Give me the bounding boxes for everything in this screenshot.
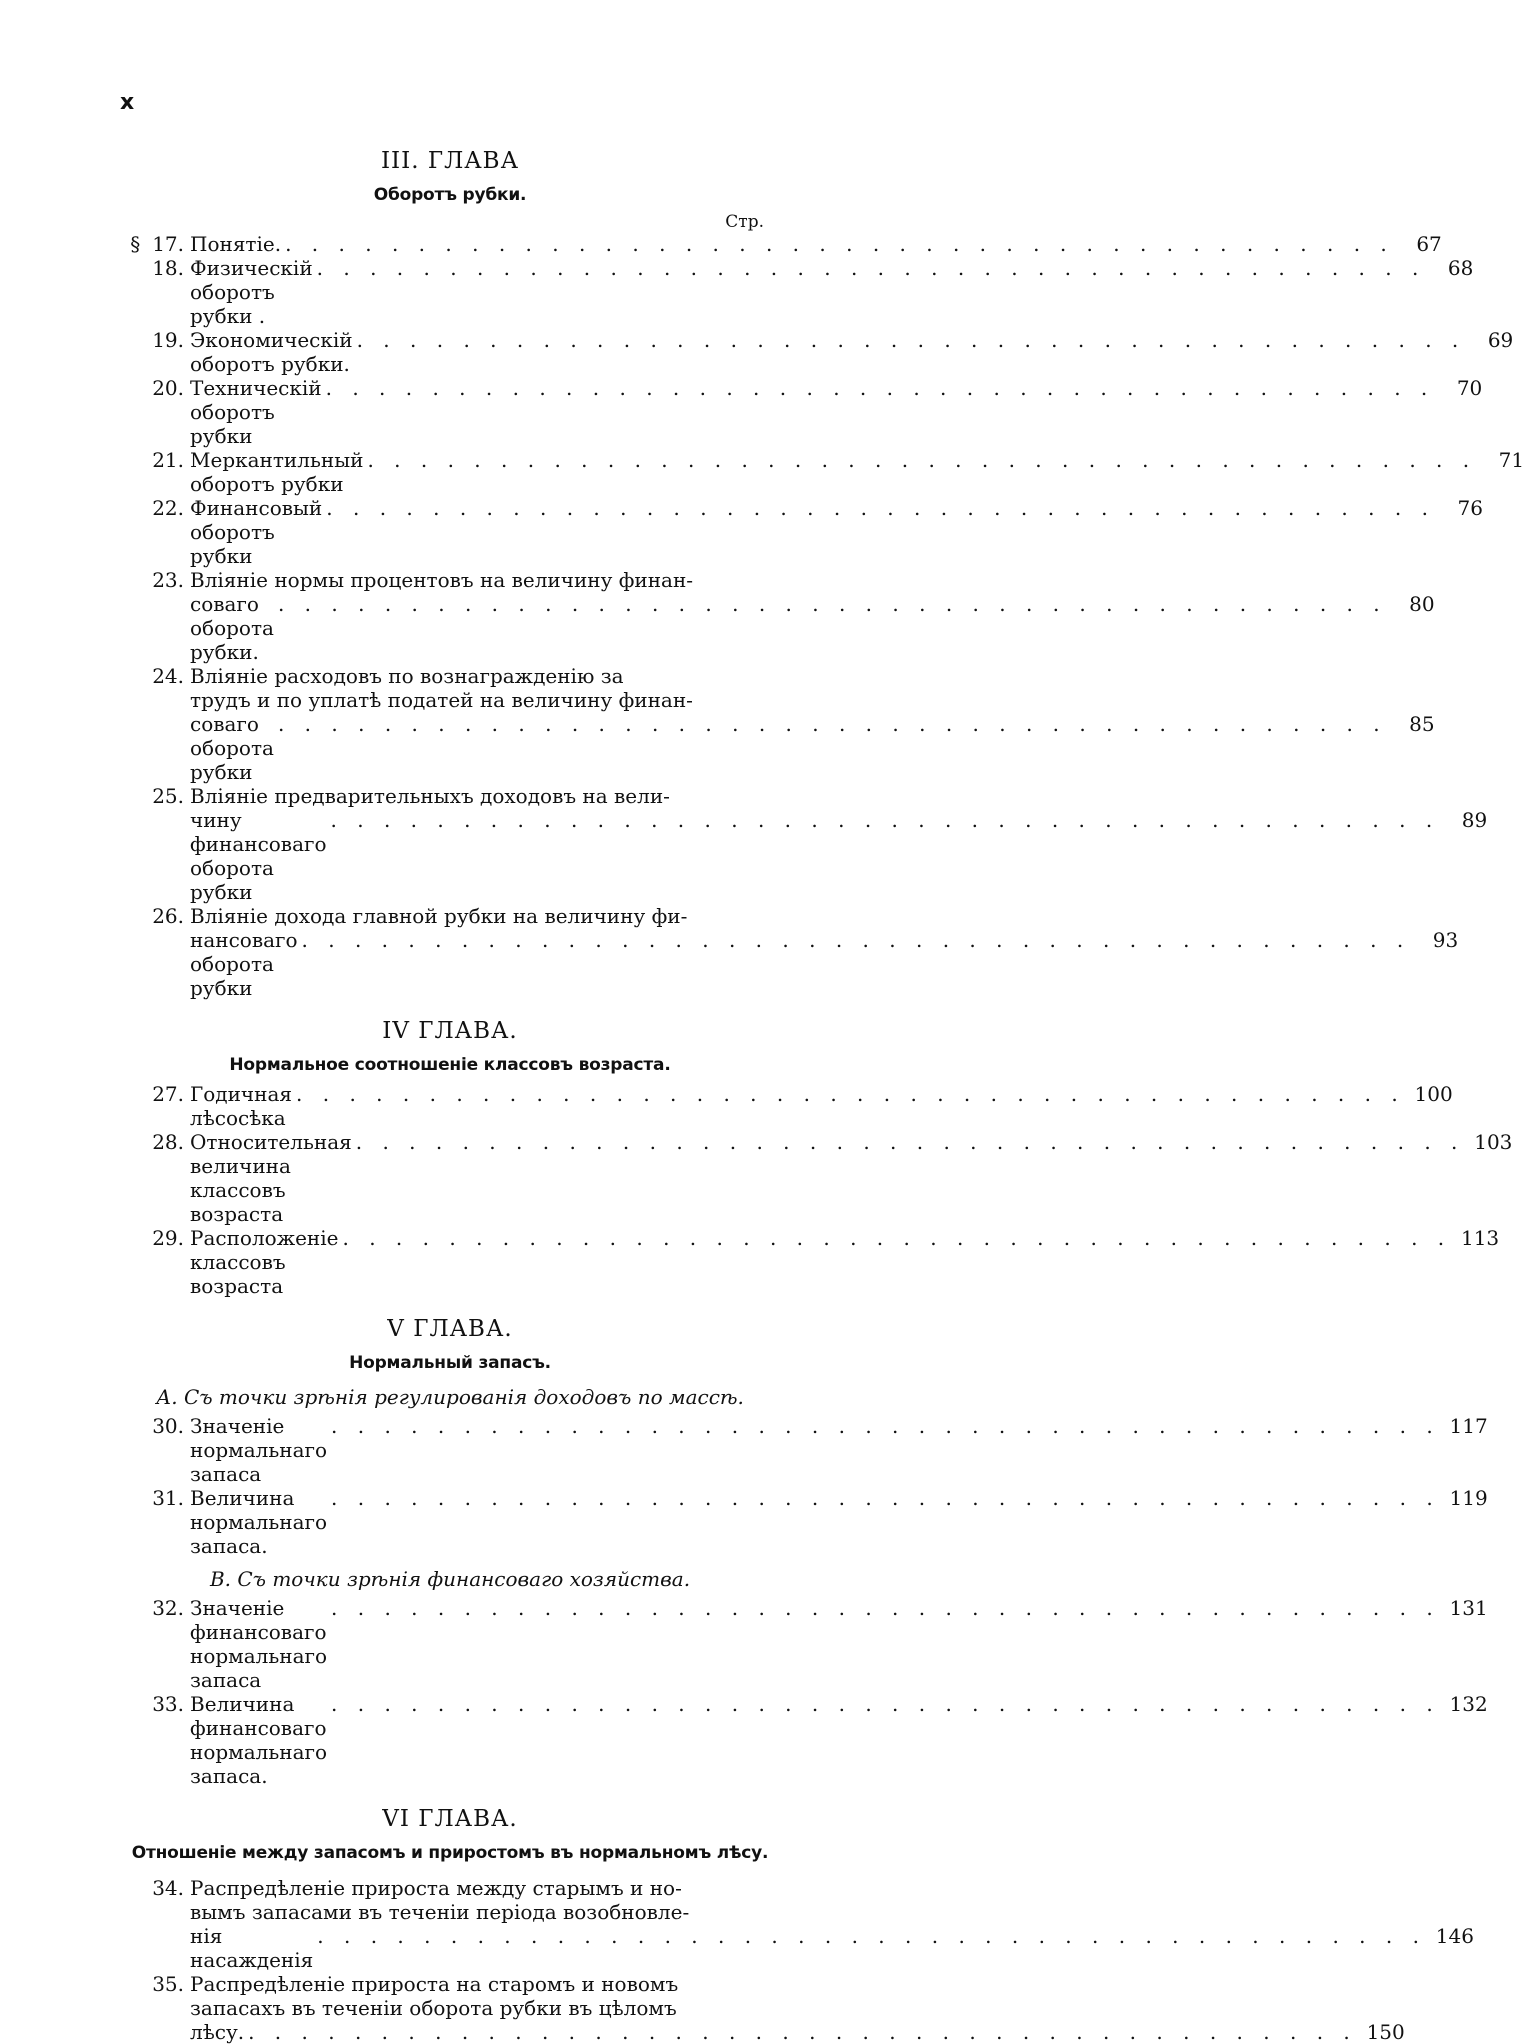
dot-leader xyxy=(356,1130,1465,1154)
section-number xyxy=(130,328,190,376)
page-number: 100 xyxy=(1414,1082,1453,1106)
entry-text: Расположеніе классовъ возраста xyxy=(190,1226,339,1298)
dot-leader xyxy=(278,592,1387,616)
chapter-heading: III. ГЛАВА xyxy=(380,148,520,174)
entry-text: Экономическій оборотъ рубки. xyxy=(190,328,353,376)
page-number: 113 xyxy=(1460,1226,1500,1250)
page-column-label: Стр. xyxy=(725,212,764,232)
section-number-text: 19. xyxy=(152,328,184,352)
page-number: 146 xyxy=(1435,1924,1474,1948)
entry-text: Значеніе нормальнаго запаса xyxy=(190,1414,328,1486)
entry-title xyxy=(190,904,1458,1000)
dot-leader xyxy=(357,328,1466,352)
dot-leader xyxy=(343,1226,1452,1250)
entry-line: Распредѣленіе прироста на старомъ и новомъ xyxy=(190,1972,679,1996)
page-number: 71 xyxy=(1498,448,1524,472)
entry-title xyxy=(190,784,1487,904)
section-number xyxy=(130,664,190,784)
entry-text: Финансовый оборотъ рубки xyxy=(190,496,323,568)
section-number xyxy=(130,568,190,664)
toc-entry xyxy=(130,1130,1513,1226)
entry-title xyxy=(190,1226,1499,1298)
entry-line: запасахъ въ теченіи оборота рубки въ цѣломъ xyxy=(190,1996,677,2020)
entry-line-last xyxy=(190,328,1513,376)
section-number-text: 29. xyxy=(152,1226,184,1250)
section-number xyxy=(130,1972,190,2044)
entry-title xyxy=(190,376,1482,448)
entry-line-last xyxy=(190,712,1435,784)
entry-text: Годичная лѣсосѣка xyxy=(190,1082,293,1130)
section-number-text: 17. xyxy=(152,232,184,256)
dot-leader xyxy=(317,256,1426,280)
section-number-text: 32. xyxy=(152,1596,184,1620)
chapter-heading: IV ГЛАВА. xyxy=(382,1018,518,1044)
entry-line-last xyxy=(190,592,1435,664)
toc-entry xyxy=(130,1692,1488,1788)
toc-entry xyxy=(130,1414,1488,1486)
entry-title xyxy=(190,496,1483,568)
toc-entry xyxy=(130,1972,1405,2044)
section-number-text: 27. xyxy=(152,1082,184,1106)
subsection-title: B. Съ точки зрѣнія финансоваго хозяйства. xyxy=(209,1567,691,1591)
toc-entry xyxy=(130,232,1442,256)
entry-line: вымъ запасами въ теченіи періода возобновле- xyxy=(190,1900,690,1924)
dot-leader xyxy=(278,712,1387,736)
page-number: 68 xyxy=(1447,256,1474,280)
section-number xyxy=(130,1414,190,1486)
entry-title xyxy=(190,1486,1488,1558)
entry-line-last xyxy=(190,232,1442,256)
section-number xyxy=(130,1876,190,1972)
entry-line-last xyxy=(190,448,1524,496)
section-number xyxy=(130,376,190,448)
page-number: 69 xyxy=(1487,328,1514,352)
section-number-text: 18. xyxy=(152,256,184,280)
entry-line-last xyxy=(190,1414,1488,1486)
dot-leader xyxy=(367,448,1476,472)
page-number: 80 xyxy=(1409,592,1435,616)
dot-leader xyxy=(317,1924,1426,1948)
toc-entry xyxy=(130,496,1483,568)
entry-title xyxy=(190,448,1524,496)
toc-entry xyxy=(130,1226,1500,1298)
section-number-text: 24. xyxy=(152,664,184,688)
dot-leader xyxy=(331,1486,1440,1510)
page-marker: x xyxy=(120,90,135,115)
entry-text: Физическій оборотъ рубки . xyxy=(190,256,313,328)
toc-entry xyxy=(130,1596,1488,1692)
entry-line-last xyxy=(190,1692,1488,1788)
entry-line-last xyxy=(190,1226,1499,1298)
page-number: 67 xyxy=(1416,232,1442,256)
entry-list xyxy=(130,1596,1488,1788)
chapter-subtitle: Нормальный запасъ. xyxy=(349,1353,551,1373)
entry-title xyxy=(190,232,1442,256)
entry-text: Значеніе финансоваго нормальнаго запаса xyxy=(190,1596,328,1692)
page-number: 93 xyxy=(1432,928,1459,952)
section-number-text: 28. xyxy=(152,1130,184,1154)
dot-leader xyxy=(326,496,1435,520)
entry-title xyxy=(190,1876,1474,1972)
dot-leader xyxy=(326,376,1435,400)
toc-entry xyxy=(130,376,1483,448)
entry-title xyxy=(190,256,1473,328)
entry-text: соваго оборота рубки. xyxy=(190,592,274,664)
entry-list xyxy=(130,1876,1474,2044)
dot-leader xyxy=(331,1414,1440,1438)
section-number-text: 30. xyxy=(152,1414,184,1438)
page-number: 117 xyxy=(1449,1414,1488,1438)
entry-title xyxy=(190,568,1435,664)
entry-list xyxy=(130,1414,1488,1558)
toc-entry xyxy=(130,1876,1474,1972)
entry-line: Вліяніе расходовъ по вознагражденію за xyxy=(190,664,624,688)
section-number xyxy=(130,496,190,568)
chapter-subtitle: Нормальное соотношеніе классовъ возраста. xyxy=(229,1055,671,1075)
dot-leader xyxy=(331,1692,1440,1716)
section-number-text: 26. xyxy=(152,904,184,928)
entry-title xyxy=(190,1972,1405,2044)
section-number-text: 22. xyxy=(152,496,184,520)
entry-text: соваго оборота рубки xyxy=(190,712,274,784)
entry-text: Величина финансоваго нормальнаго запаса. xyxy=(190,1692,328,1788)
entry-line-last xyxy=(190,1486,1488,1558)
entry-text: Меркантильный оборотъ рубки xyxy=(190,448,364,496)
entry-line-last xyxy=(190,376,1482,448)
dot-leader xyxy=(302,928,1411,952)
entry-line: Распредѣленіе прироста между старымъ и но- xyxy=(190,1876,682,1900)
dot-leader xyxy=(248,2020,1357,2044)
entry-title xyxy=(190,664,1435,784)
entry-line-last xyxy=(190,256,1473,328)
entry-text: чину финансоваго оборота рубки xyxy=(190,808,327,904)
entry-text: нансоваго оборота рубки xyxy=(190,928,298,1000)
entry-title xyxy=(190,328,1513,376)
toc-entry xyxy=(130,784,1488,904)
section-sign: § xyxy=(130,232,141,256)
entry-line: трудъ и по уплатѣ податей на величину финан- xyxy=(190,688,693,712)
table-of-contents xyxy=(130,140,1524,2044)
dot-leader xyxy=(331,808,1440,832)
page-number: 131 xyxy=(1449,1596,1488,1620)
section-number-text: 35. xyxy=(152,1972,184,1996)
dot-leader xyxy=(296,1082,1405,1106)
entry-line-last xyxy=(190,2020,1405,2044)
entry-text: лѣсу. xyxy=(190,2020,245,2044)
toc-entry xyxy=(130,256,1474,328)
section-number xyxy=(130,1082,190,1130)
entry-title xyxy=(190,1130,1512,1226)
chapter-heading: V ГЛАВА. xyxy=(387,1316,513,1342)
entry-title xyxy=(190,1414,1488,1486)
section-number-text: 23. xyxy=(152,568,184,592)
toc-entry xyxy=(130,448,1524,496)
entry-line-last xyxy=(190,1596,1488,1692)
page-number: 119 xyxy=(1449,1486,1488,1510)
section-number-text: 21. xyxy=(152,448,184,472)
subsection-title: А. Съ точки зрѣнія регулированія доходовъ по массѣ. xyxy=(156,1385,744,1409)
toc-entry xyxy=(130,328,1514,376)
section-number xyxy=(130,1692,190,1788)
page-number: 89 xyxy=(1461,808,1488,832)
chapter-heading: VI ГЛАВА. xyxy=(382,1806,518,1832)
section-number xyxy=(130,784,190,904)
toc-entry xyxy=(130,904,1459,1000)
entry-text: нія насажденія xyxy=(190,1924,314,1972)
section-number xyxy=(130,1130,190,1226)
section-number xyxy=(130,232,190,256)
section-number-text: 31. xyxy=(152,1486,184,1510)
entry-title xyxy=(190,1596,1488,1692)
section-number-text: 33. xyxy=(152,1692,184,1716)
entry-line-last xyxy=(190,1082,1453,1130)
section-number xyxy=(130,448,190,496)
entry-text: Техническій оборотъ рубки xyxy=(190,376,322,448)
section-number-text: 20. xyxy=(152,376,184,400)
toc-entry xyxy=(130,568,1435,664)
entry-title xyxy=(190,1692,1488,1788)
chapter-subtitle: Оборотъ рубки. xyxy=(373,185,527,205)
entry-line: Вліяніе предварительныхъ доходовъ на вели- xyxy=(190,784,670,808)
page-number: 150 xyxy=(1366,2020,1405,2044)
section-number xyxy=(130,1226,190,1298)
entry-line-last xyxy=(190,496,1483,568)
page-number: 103 xyxy=(1474,1130,1513,1154)
page-number: 132 xyxy=(1449,1692,1488,1716)
entry-text: Величина нормальнаго запаса. xyxy=(190,1486,328,1558)
section-number xyxy=(130,1486,190,1558)
page-number: 76 xyxy=(1457,496,1483,520)
section-number-text: 25. xyxy=(152,784,184,808)
entry-text: Относительная величина классовъ возраста xyxy=(190,1130,352,1226)
entry-line-last xyxy=(190,1924,1474,1972)
section-number xyxy=(130,1596,190,1692)
toc-entry xyxy=(130,1486,1488,1558)
chapter-subtitle: Отношеніе между запасомъ и приростомъ въ нормальномъ лѣсу. xyxy=(131,1843,769,1863)
section-number xyxy=(130,904,190,1000)
page-number: 70 xyxy=(1456,376,1483,400)
page-number: 85 xyxy=(1409,712,1435,736)
entry-list xyxy=(130,1082,1513,1298)
entry-text: Понятіе. xyxy=(190,232,282,256)
entry-line: Вліяніе нормы процентовъ на величину финан- xyxy=(190,568,694,592)
toc-entry xyxy=(130,664,1435,784)
entry-line-last xyxy=(190,1130,1512,1226)
entry-line-last xyxy=(190,808,1487,904)
dot-leader xyxy=(285,232,1394,256)
entry-title xyxy=(190,1082,1453,1130)
section-number xyxy=(130,256,190,328)
toc-entry xyxy=(130,1082,1453,1130)
dot-leader xyxy=(331,1596,1440,1620)
section-number-text: 34. xyxy=(152,1876,184,1900)
entry-list xyxy=(130,232,1524,1000)
entry-line-last xyxy=(190,928,1458,1000)
entry-line: Вліяніе дохода главной рубки на величину фи- xyxy=(190,904,688,928)
